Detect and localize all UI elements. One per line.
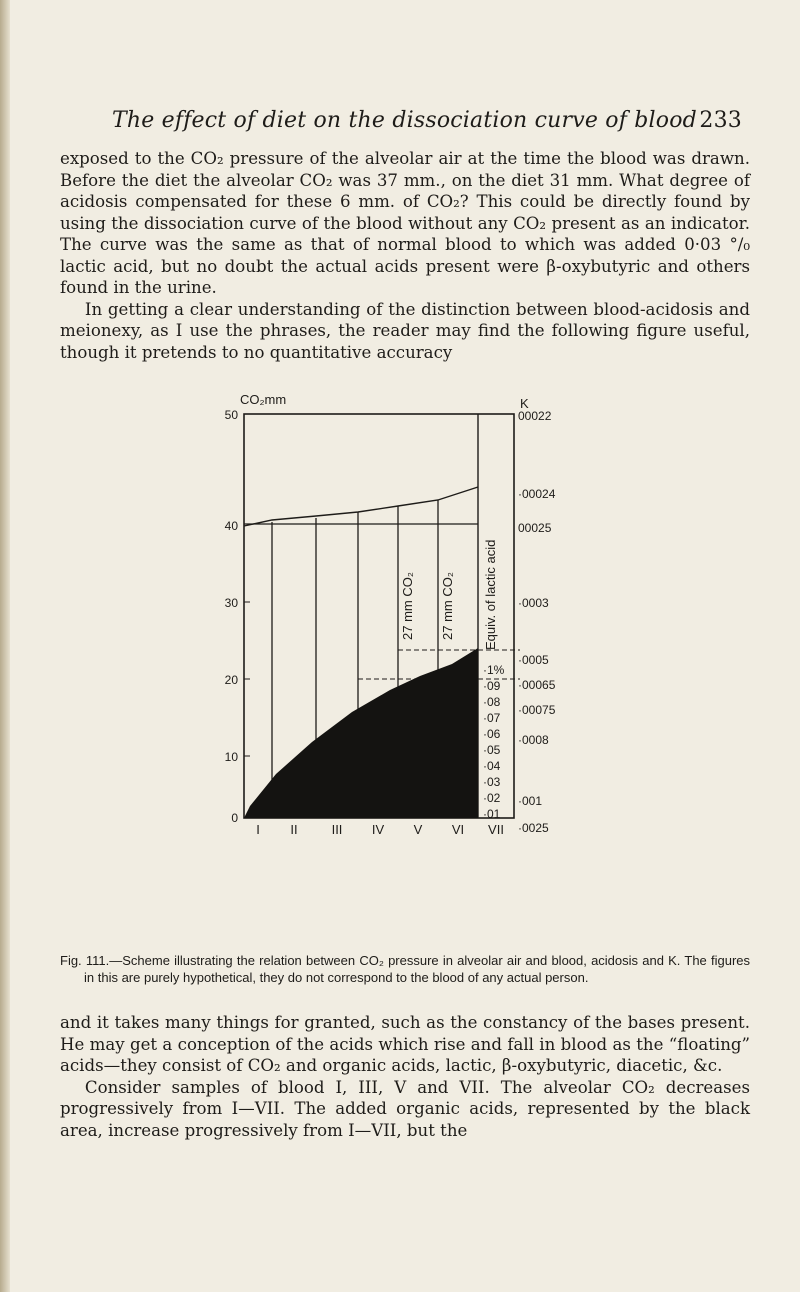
left-tick-labels <box>225 408 239 825</box>
sample-label-II: II <box>290 822 298 837</box>
page-number: 233 <box>699 108 742 133</box>
caption-text: Fig. 111.—Scheme illustrating the relation between CO₂ pressure in alveolar air and blood, acidosis and K. The figures in this are purely hypothetical, they do not correspond to the blood of any actual person. <box>60 953 750 985</box>
k-tick-9: ·0025 <box>518 821 549 835</box>
sample-label-VII: VII <box>488 822 504 837</box>
sample-label-V: V <box>413 822 423 837</box>
right-axis-label: K <box>520 396 529 411</box>
acid-tick-7: ·03 <box>483 775 501 789</box>
k-tick-3: ·0003 <box>518 596 549 610</box>
left-tick-50: 50 <box>224 408 238 422</box>
k-tick-8: ·001 <box>518 794 543 808</box>
acid-tick-labels <box>483 663 505 821</box>
left-tick-10: 10 <box>224 750 238 764</box>
left-axis-label: CO₂mm <box>240 392 287 407</box>
acid-label: Equiv. of lactic acid <box>483 539 498 650</box>
acid-tick-8: ·02 <box>483 791 501 805</box>
left-tick-30: 30 <box>224 596 238 610</box>
paragraph-1: exposed to the CO₂ pressure of the alveolar air at the time the blood was drawn. Before the diet the alveolar CO₂ was 37 mm., on the diet 31 mm. What degree of acidosis compensated for these 6 mm. of CO₂? This could be directly found by using the dissociation curve of the blood without any CO₂ present as an indicator. The curve was the same as that of normal blood to which was added 0·03 °/₀ lactic acid, but no doubt the actual acids present were β-oxybutyric and others found in the urine. <box>60 149 750 297</box>
k-tick-7: ·0008 <box>518 733 549 747</box>
left-tick-40: 40 <box>224 519 238 533</box>
co2-step-line <box>244 487 478 526</box>
k-tick-6: ·00075 <box>518 703 556 717</box>
acid-tick-1: ·09 <box>483 679 501 693</box>
k-tick-4: ·0005 <box>518 653 549 667</box>
acid-tick-2: ·08 <box>483 695 501 709</box>
acid-tick-9: ·01 <box>483 807 501 821</box>
left-tick-0: 0 <box>231 811 238 825</box>
left-tick-20: 20 <box>224 673 238 687</box>
k-tick-labels <box>518 409 556 835</box>
sample-label-III: III <box>331 822 343 837</box>
sample-labels <box>256 822 504 837</box>
sample-label-I: I <box>256 822 260 837</box>
vertical-label-1: 27 mm CO₂ <box>400 572 415 640</box>
k-tick-1: ·00024 <box>518 487 556 501</box>
text-block-bottom <box>60 1012 750 1141</box>
paragraph-2: In getting a clear understanding of the distinction between blood-acidosis and meionexy, as I use the phrases, the reader may find the following figure useful, though it pretends to no quantitative accuracy <box>60 299 750 362</box>
sample-label-IV: IV <box>371 822 385 837</box>
acid-tick-4: ·06 <box>483 727 501 741</box>
acid-tick-3: ·07 <box>483 711 501 725</box>
running-head-title: The effect of diet on the dissociation curve of blood <box>112 108 697 133</box>
sample-label-VI: VI <box>451 822 465 837</box>
organic-acid-area <box>244 648 478 818</box>
paragraph-4: Consider samples of blood I, III, V and VII. The alveolar CO₂ decreases progressively from I—VII. The added organic acids, represented by the black area, increase progressively from I—VII, but the <box>60 1077 750 1140</box>
k-tick-5: ·00065 <box>518 678 556 692</box>
paragraph-3: and it takes many things for granted, such as the constancy of the bases present. He may get a conception of the acids which rise and fall in blood as the “floating” acids—they consist of CO₂ and organic acids, lactic, β-oxybutyric, diacetic, &c. <box>60 1013 750 1075</box>
figure-caption <box>60 952 750 986</box>
k-tick-2: 00025 <box>518 521 552 535</box>
k-tick-0: 00022 <box>518 409 552 423</box>
acid-tick-6: ·04 <box>483 759 501 773</box>
vertical-label-2: 27 mm CO₂ <box>440 572 455 640</box>
acid-tick-0: ·1% <box>483 663 505 677</box>
acid-tick-5: ·05 <box>483 743 501 757</box>
